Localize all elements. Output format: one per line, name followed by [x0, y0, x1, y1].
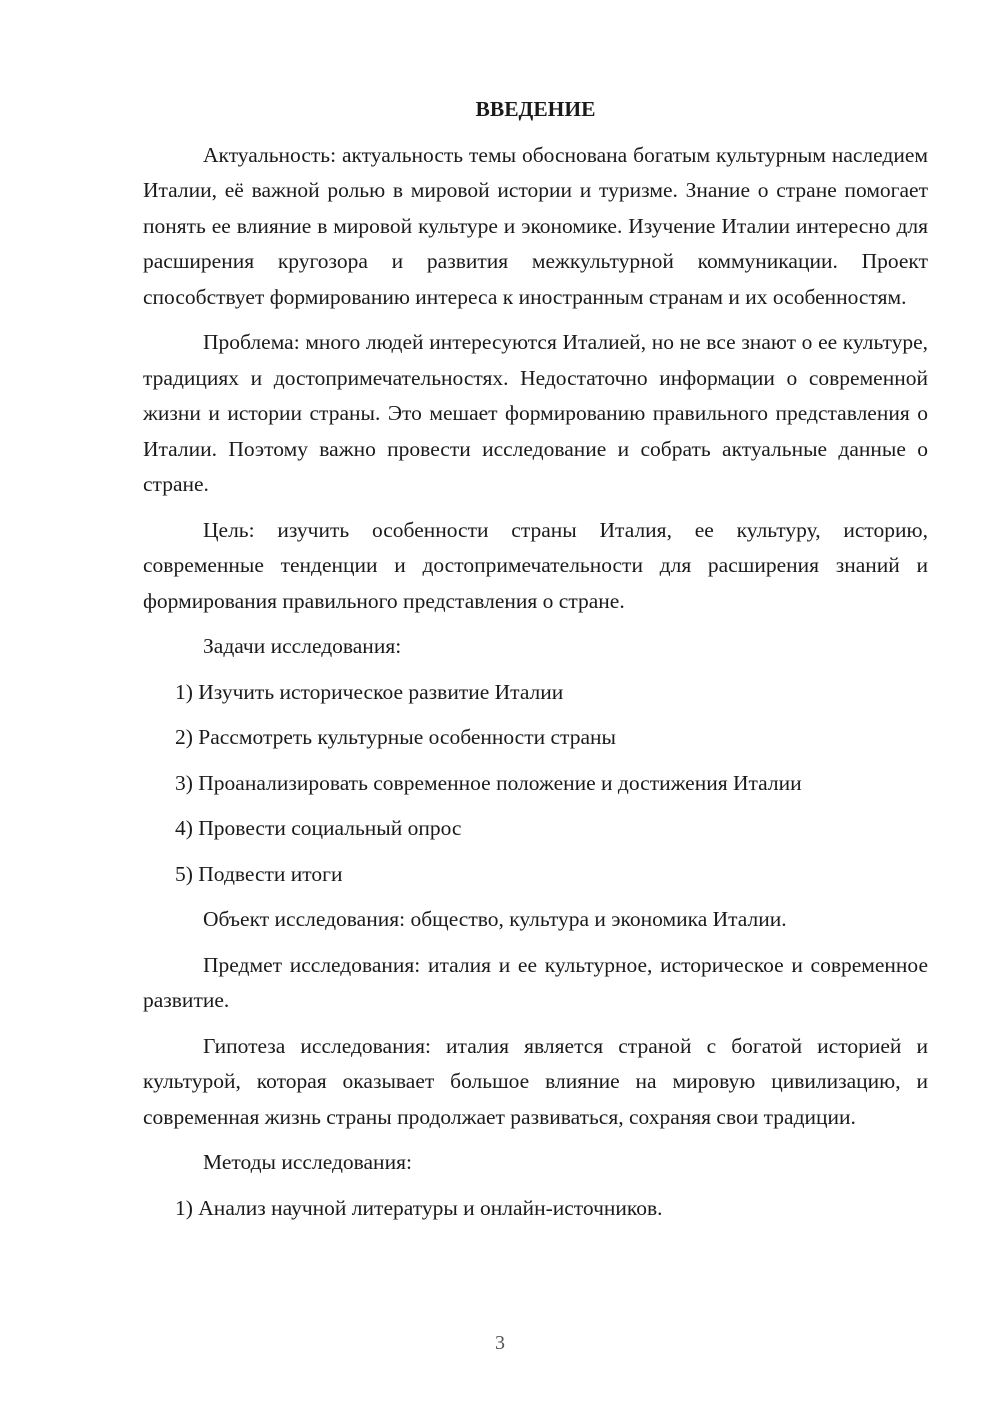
task-item: 2) Рассмотреть культурные особенности страны: [175, 725, 616, 749]
hypothesis-paragraph: Гипотеза исследования: италия является страной с богатой историей и культурой, которая оказывает большое влияние на мировую цивилизацию, и современная жизнь страны продолжает развиваться, сохраняя свои традиции.: [143, 1033, 928, 1129]
tasks-list: [143, 675, 928, 893]
methods-heading: Методы исследования:: [203, 1150, 412, 1174]
goal-paragraph: Цель: изучить особенности страны Италия, ее культуру, историю, современные тенденции и достопримечательности для расширения знаний и формирования правильного представления о стране.: [143, 517, 928, 613]
task-item: 3) Проанализировать современное положение и достижения Италии: [175, 770, 802, 795]
page-number: 3: [495, 1332, 505, 1354]
relevance-paragraph: Актуальность: актуальность темы обоснована богатым культурным наследием Италии, её важной ролью в мировой истории и туризме. Знание о стране помогает понять ее влияние в мировой культуре и экономике. Изучение Италии интересно для расширения кругозора и развития межкультурной коммуникации. Проект способствует формированию интереса к иностранным странам и их особенностям.: [143, 142, 928, 309]
section-title: ВВЕДЕНИЕ: [475, 97, 596, 121]
tasks-heading: Задачи исследования:: [203, 634, 402, 658]
methods-list: [143, 1191, 928, 1227]
task-item: 5) Подвести итоги: [175, 861, 343, 886]
subject-paragraph: Предмет исследования: италия и ее культурное, историческое и современное развитие.: [143, 952, 928, 1012]
object-paragraph: Объект исследования: общество, культура и экономика Италии.: [203, 907, 787, 931]
problem-paragraph: Проблема: много людей интересуются Италией, но не все знают о ее культуре, традициях и достопримечательностях. Недостаточно информации о современной жизни и истории страны. Это мешает формированию правильного представления о Италии. Поэтому важно провести исследование и собрать актуальные данные о стране.: [143, 330, 928, 496]
document-page: [143, 92, 928, 1236]
method-item: 1) Анализ научной литературы и онлайн-источников.: [175, 1195, 663, 1220]
task-item: 1) Изучить историческое развитие Италии: [175, 679, 564, 704]
task-item: 4) Провести социальный опрос: [175, 816, 462, 840]
